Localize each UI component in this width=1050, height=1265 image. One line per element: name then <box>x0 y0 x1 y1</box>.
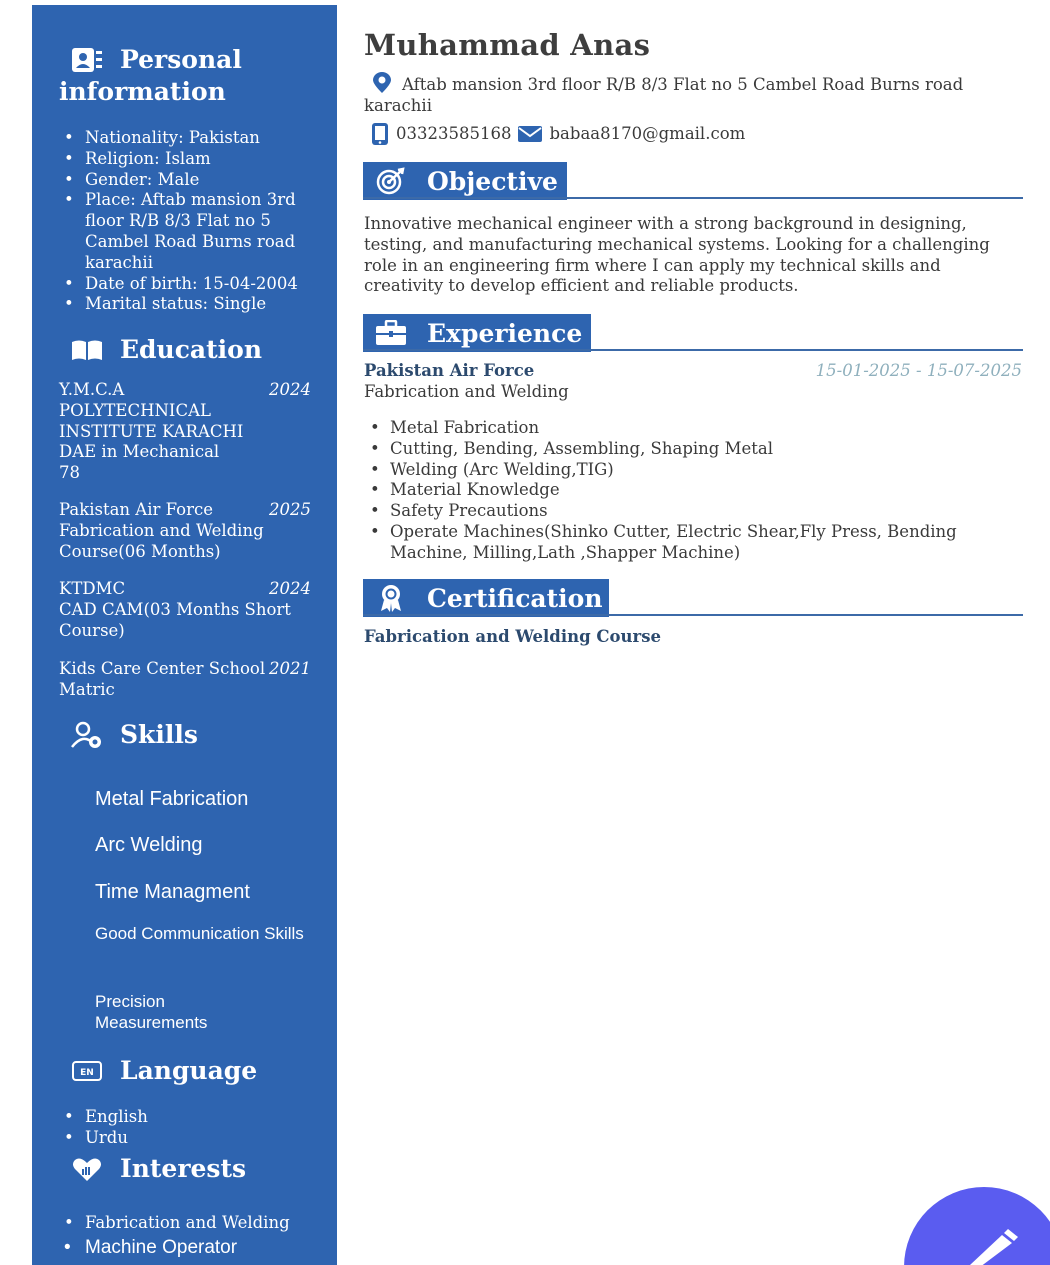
list-item: • Safety Precautions <box>368 501 1008 522</box>
education-heading <box>70 334 262 366</box>
open-book-icon <box>70 334 104 366</box>
education-line: KTDMC <box>59 579 126 598</box>
edit-fab-button[interactable] <box>904 1187 1050 1265</box>
sidebar <box>32 5 337 1265</box>
education-year: 2024 <box>269 579 311 598</box>
contact-card-icon <box>70 44 104 76</box>
pencil-icon <box>962 1227 1022 1265</box>
experience-organization: Pakistan Air Force <box>364 361 535 380</box>
list-item: • Place: Aftab mansion 3rd floor R/B 8/3 Flat no 5 Cambel Road Burns road karachii <box>62 190 332 273</box>
education-entry <box>59 380 311 484</box>
skills-title: Skills <box>120 720 198 749</box>
user-gear-icon <box>70 719 104 751</box>
experience-role: Fabrication and Welding <box>364 382 569 401</box>
education-entry <box>59 659 311 701</box>
list-item: • Cutting, Bending, Assembling, Shaping Metal <box>368 439 1008 460</box>
target-icon <box>375 166 407 196</box>
interests-list <box>62 1213 332 1262</box>
list-item: • Welding (Arc Welding,TIG) <box>368 460 1008 481</box>
personal-info-title-1: Personal <box>120 45 242 74</box>
list-item: • Nationality: Pakistan <box>62 128 332 149</box>
phone-icon <box>370 122 390 146</box>
section-divider <box>363 349 1023 351</box>
personal-info-list <box>62 128 332 315</box>
list-item: • Gender: Male <box>62 170 332 191</box>
experience-heading <box>363 314 591 352</box>
skill-item: Time Managment <box>95 881 250 903</box>
list-item: • Date of birth: 15-04-2004 <box>62 274 332 295</box>
list-item: • Urdu <box>62 1128 332 1149</box>
education-line: 78 <box>59 463 80 483</box>
education-entry <box>59 500 311 562</box>
address <box>364 72 1014 117</box>
location-pin-icon <box>370 72 396 92</box>
interests-title: Interests <box>120 1154 247 1183</box>
education-entry <box>59 579 311 641</box>
education-line: POLYTECHNICAL <box>59 400 211 420</box>
interests-heading <box>70 1153 246 1185</box>
list-item: • Machine Operator <box>62 1234 332 1262</box>
education-year: 2021 <box>269 659 311 678</box>
education-year: 2024 <box>269 380 311 399</box>
skills-heading <box>70 719 198 751</box>
personal-info-title-2: information <box>59 77 226 106</box>
list-item: • Metal Fabrication <box>368 418 1008 439</box>
skill-item: Precision Measurements <box>95 992 208 1032</box>
briefcase-icon <box>375 318 407 348</box>
list-item: • Religion: Islam <box>62 149 332 170</box>
objective-heading <box>363 162 567 200</box>
email-address[interactable]: babaa8170@gmail.com <box>549 124 746 143</box>
certification-heading <box>363 579 609 617</box>
personal-info-heading <box>70 44 242 76</box>
language-icon-label: EN <box>80 1068 94 1078</box>
education-line: CAD CAM(03 Months Short <box>59 599 291 619</box>
experience-dates: 15-01-2025 - 15-07-2025 <box>815 361 1022 380</box>
education-line: Fabrication and Welding <box>59 520 264 540</box>
list-item: • Material Knowledge <box>368 480 1008 501</box>
language-heading <box>70 1055 257 1087</box>
objective-title: Objective <box>427 166 558 196</box>
education-year: 2025 <box>269 500 311 519</box>
phone-number[interactable]: 03323585168 <box>396 124 512 143</box>
personal-info-heading-line2 <box>59 76 226 108</box>
language-list <box>62 1107 332 1149</box>
experience-duties-list <box>368 418 1008 564</box>
education-line: Y.M.C.A <box>59 380 125 399</box>
address-text: Aftab mansion 3rd floor R/B 8/3 Flat no 5 Cambel Road Burns road karachii <box>364 75 964 115</box>
education-title: Education <box>120 335 263 364</box>
skill-item: Good Communication Skills <box>95 924 304 943</box>
email-icon <box>517 124 543 144</box>
objective-text: Innovative mechanical engineer with a strong background in designing, testing, and manufacturing mechanical systems. Looking for a challenging role in an engineering firm where I can apply my technical skills and creativity to develop efficient and reliable products. <box>364 214 990 296</box>
education-line: Pakistan Air Force <box>59 500 213 519</box>
education-line: Kids Care Center School <box>59 659 266 678</box>
education-line: INSTITUTE KARACHI <box>59 421 244 441</box>
skill-item: Arc Welding <box>95 834 203 856</box>
list-item: • Operate Machines(Shinko Cutter, Electric Shear,Fly Press, Bending Machine, Milling,Lath ,Shapper Machine) <box>368 522 1008 564</box>
experience-title: Experience <box>427 318 583 348</box>
certification-title: Certification <box>427 583 603 613</box>
certification-item: Fabrication and Welding Course <box>364 627 661 646</box>
education-line: Course) <box>59 620 125 640</box>
education-line: Matric <box>59 679 115 699</box>
heart-hand-icon <box>70 1153 104 1185</box>
skill-item: Metal Fabrication <box>95 788 249 810</box>
language-title: Language <box>120 1056 258 1085</box>
section-divider <box>363 614 1023 616</box>
award-ribbon-icon <box>375 583 407 613</box>
list-item: • Fabrication and Welding <box>62 1213 332 1234</box>
candidate-name: Muhammad Anas <box>364 28 651 62</box>
education-line: Course(06 Months) <box>59 541 221 561</box>
contact-line <box>370 122 745 146</box>
language-en-icon <box>70 1055 104 1087</box>
section-divider <box>363 197 1023 199</box>
list-item: • Marital status: Single <box>62 294 332 315</box>
education-line: DAE in Mechanical <box>59 442 220 462</box>
list-item: • English <box>62 1107 332 1128</box>
